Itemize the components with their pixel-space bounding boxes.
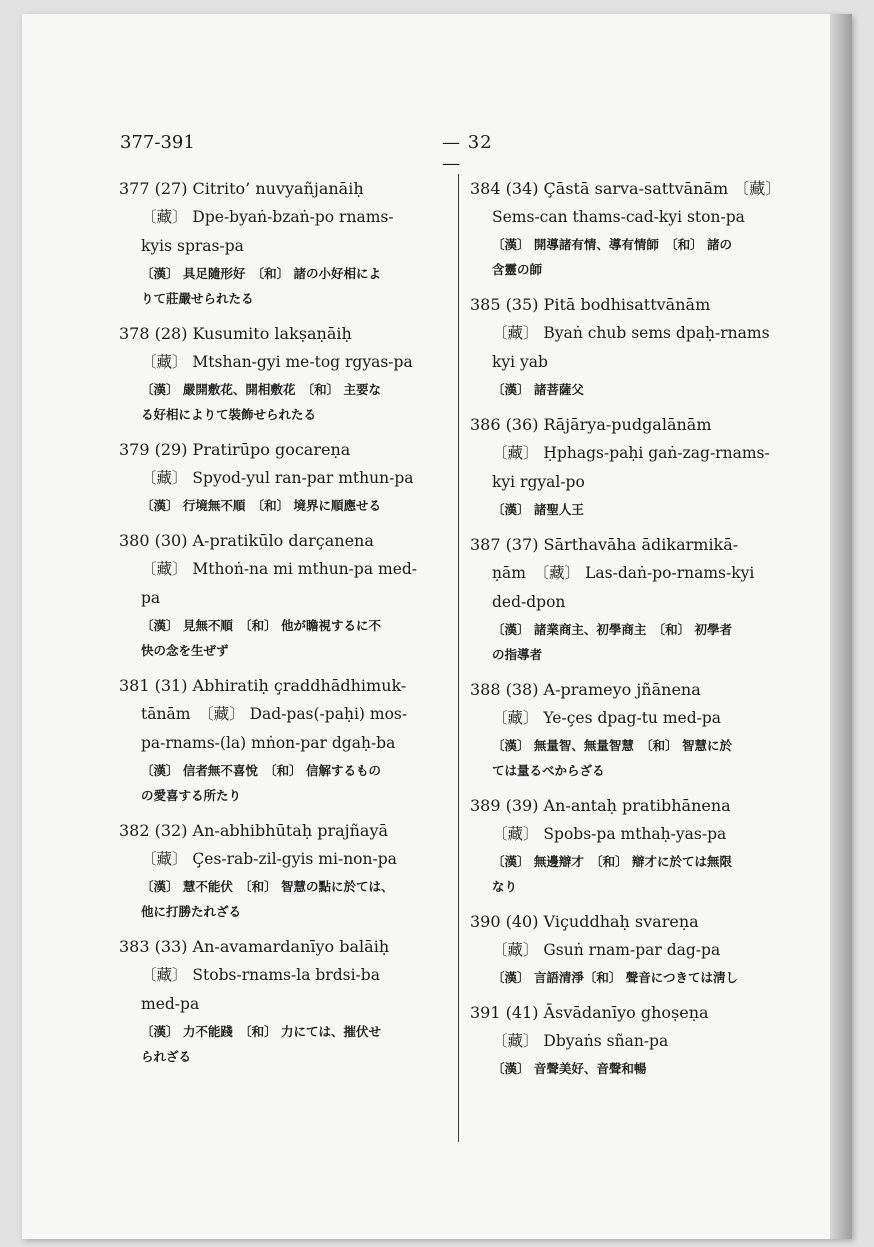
chinese-japanese-line: 〔漢〕 諸菩薩父 [492,382,584,397]
chinese-japanese-line: 快の念を生ぜず [141,643,229,658]
dictionary-entry [470,791,800,899]
tibetan-line: kyi rgyal-po [492,473,585,491]
entry-headword: 389 (39) An-antaḥ pratibhānena [470,796,731,815]
dictionary-entry [470,410,800,522]
entry-headword: 390 (40) Viçuddhaḥ svareṇa [470,912,699,931]
tibetan-line: 〔藏〕 Mtshan-gyi me-tog rgyas-pa [141,353,413,371]
tibetan-line: pa-rnams-(la) mṅon-par dgaḥ-ba [141,734,396,752]
chinese-japanese-line: 他に打勝たれざる [141,904,242,919]
chinese-japanese-line: 〔漢〕 無邊辯才 〔和〕 辯才に於ては無限 [492,854,732,869]
chinese-japanese-line: りて莊嚴せられたる [141,291,254,306]
chinese-japanese-line: 〔漢〕 無量智、無量智慧 〔和〕 智慧に於 [492,738,732,753]
entry-headword: 377 (27) Citrito’ nuvyañjanāiḥ [119,179,364,198]
page-number: — 32 — [442,132,493,174]
entry-headword: 379 (29) Pratirūpo gocareṇa [119,440,351,459]
tibetan-line: Sems-can thams-cad-kyi ston-pa [492,208,745,226]
chinese-japanese-line: なり [492,879,518,894]
tibetan-line: 〔藏〕 Dpe-byaṅ-bzaṅ-po rnams- [141,208,394,226]
tibetan-line: ded-dpon [492,593,566,611]
tibetan-line: 〔藏〕 Ye-çes dpag-tu med-pa [492,709,722,727]
chinese-japanese-line: 〔漢〕 開導諸有情、導有情師 〔和〕 諸の [492,237,732,252]
entry-headword: 380 (30) A-pratikūlo darçanena [119,531,374,550]
chinese-japanese-line: る好相によりて裝飾せられたる [141,407,317,422]
dictionary-entry [119,435,439,518]
chinese-japanese-line: 含靈の師 [492,262,543,277]
chinese-japanese-line: 〔漢〕 諸聖人王 [492,502,584,517]
tibetan-line: med-pa [141,995,200,1013]
tibetan-line: 〔藏〕 Ḥphags-paḥi gaṅ-zag-rnams- [492,444,770,462]
column-divider [458,174,459,1142]
tibetan-line: 〔藏〕 Çes-rab-zil-gyis mi-non-pa [141,850,397,868]
tibetan-line: tānām 〔藏〕 Dad-pas(-paḥi) mos- [141,705,408,723]
entry-range: 377-391 [120,132,195,153]
tibetan-line: 〔藏〕 Mthoṅ-na mi mthun-pa med- [141,560,418,578]
dictionary-entry [470,174,800,282]
book-page [22,14,852,1239]
tibetan-line: 〔藏〕 Gsuṅ rnam-par dag-pa [492,941,721,959]
tibetan-line: pa [141,589,161,607]
entry-headword: 378 (28) Kusumito lakṣaṇāiḥ [119,324,352,343]
dictionary-entry [470,530,800,667]
dictionary-entry [119,319,439,427]
dictionary-entry [470,907,800,990]
entry-headword: 388 (38) A-prameyo jñānena [470,680,701,699]
tibetan-line: 〔藏〕 Spyod-yul ran-par mthun-pa [141,469,414,487]
tibetan-line: 〔藏〕 Spobs-pa mthaḥ-yas-pa [492,825,727,843]
chinese-japanese-line: られざる [141,1049,192,1064]
chinese-japanese-line: 〔漢〕 慧不能伏 〔和〕 智慧の點に於ては、 [141,879,394,894]
chinese-japanese-line: 〔漢〕 音聲美好、音聲和暢 [492,1061,647,1076]
tibetan-line: ṇām 〔藏〕 Las-daṅ-po-rnams-kyi [492,564,755,582]
entry-headword: 387 (37) Sārthavāha ādikarmikā- [470,535,739,554]
entry-headword: 386 (36) Rājārya-pudgalānām [470,415,712,434]
entry-headword: 383 (33) An-avamardanīyo balāiḥ [119,937,390,956]
tibetan-line: 〔藏〕 Byaṅ chub sems dpaḥ-rnams [492,324,770,342]
tibetan-line: 〔藏〕 Stobs-rnams-la brdsi-ba [141,966,380,984]
dictionary-entry [470,290,800,402]
dictionary-entry [119,526,439,663]
chinese-japanese-line: の指導者 [492,647,543,662]
dictionary-entry [119,671,439,808]
dictionary-entry [119,932,439,1069]
entry-headword: 382 (32) An-abhibhūtaḥ prajñayā [119,821,389,840]
chinese-japanese-line: 〔漢〕 具足隨形好 〔和〕 諸の小好相によ [141,266,381,281]
entry-headword: 391 (41) Āsvādanīyo ghoṣeṇa [470,1003,709,1022]
dictionary-entry [470,998,800,1081]
chinese-japanese-line: ては量るべからざる [492,763,605,778]
chinese-japanese-line: 〔漢〕 言語清淨〔和〕 聲音につきては淸し [492,970,738,985]
chinese-japanese-line: 〔漢〕 嚴開敷花、開相敷花 〔和〕 主要な [141,382,381,397]
tibetan-line: 〔藏〕 Dbyaṅs sñan-pa [492,1032,669,1050]
chinese-japanese-line: の愛喜する所たり [141,788,242,803]
chinese-japanese-line: 〔漢〕 見無不順 〔和〕 他が瞻視するに不 [141,618,381,633]
entry-headword: 381 (31) Abhiratiḥ çraddhādhimuk- [119,676,407,695]
book-spine-shadow [830,14,852,1239]
chinese-japanese-line: 〔漢〕 諸業商主、初學商主 〔和〕 初學者 [492,622,732,637]
chinese-japanese-line: 〔漢〕 信者無不喜悅 〔和〕 信解するもの [141,763,381,778]
entry-headword: 385 (35) Pitā bodhisattvānām [470,295,711,314]
right-column [470,174,800,1089]
chinese-japanese-line: 〔漢〕 行境無不順 〔和〕 境界に順應せる [141,498,381,513]
tibetan-line: kyis spras-pa [141,237,244,255]
dictionary-entry [470,675,800,783]
tibetan-line: kyi yab [492,353,548,371]
dictionary-entry [119,816,439,924]
left-column [119,174,439,1077]
entry-headword: 384 (34) Çāstā sarva-sattvānām 〔藏〕 [470,179,782,198]
chinese-japanese-line: 〔漢〕 力不能踐 〔和〕 力にては、摧伏せ [141,1024,381,1039]
dictionary-entry [119,174,439,311]
